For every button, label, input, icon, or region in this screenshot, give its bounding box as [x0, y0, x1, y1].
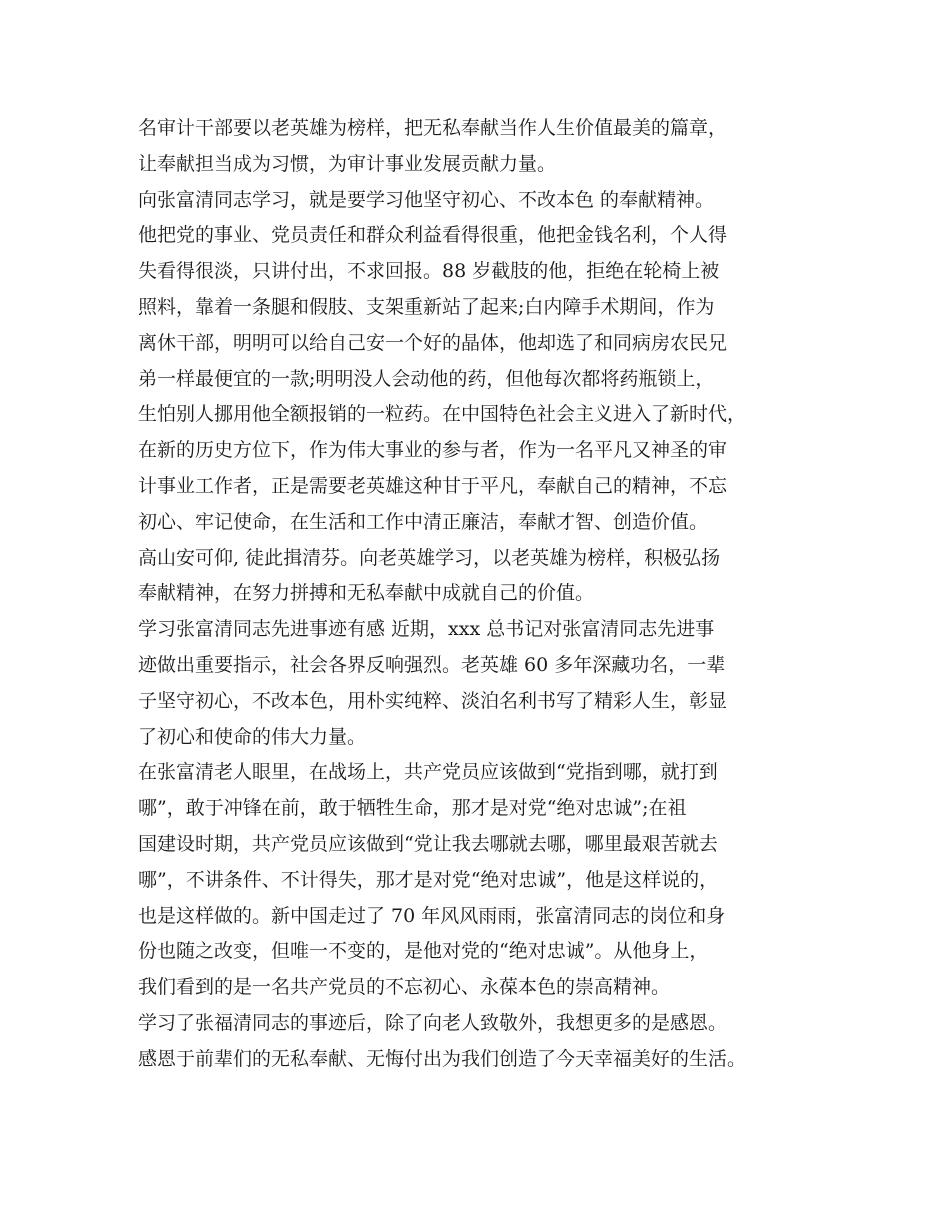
text-line: 照料，靠着一条腿和假肢、支架重新站了起来;白内障手术期间，作为: [138, 295, 715, 318]
text-line: 感恩于前辈们的无私奉献、无悔付出为我们创造了今天幸福美好的生活。: [138, 1047, 747, 1070]
text-line: 也是这样做的。新中国走过了 70 年风风雨雨，张富清同志的岗位和身: [138, 904, 726, 927]
document-body: [138, 111, 838, 1078]
text-line: 国建设时期，共产党员应该做到“党让我去哪就去哪，哪里最艰苦就去: [138, 832, 718, 855]
text-line: 他把党的事业、党员责任和群众利益看得很重，他把金钱名利，个人得: [138, 224, 728, 247]
text-line: 名审计干部要以老英雄为榜样，把无私奉献当作人生价值最美的篇章，: [138, 117, 728, 139]
text-line: 失看得很淡，只讲付出，不求回报。88 岁截肢的他，拒绝在轮椅上被: [138, 260, 720, 283]
text-line: 了初心和使命的伟大力量。: [138, 725, 367, 748]
text-line: 计事业工作者，正是需要老英雄这种甘于平凡，奉献自己的精神，不忘: [138, 474, 728, 497]
text-line: 哪”，敢于冲锋在前，敢于牺牲生命，那才是对党“绝对忠诚”;在祖: [138, 797, 687, 820]
text-line: 子坚守初心，不改本色，用朴实纯粹、淡泊名利书写了精彩人生，彰显: [138, 689, 728, 712]
text-line: 让奉献担当成为习惯，为审计事业发展贡献力量。: [138, 152, 557, 175]
text-line: 在新的历史方位下，作为伟大事业的参与者，作为一名平凡又神圣的审: [138, 439, 728, 462]
text-line: 迹做出重要指示，社会各界反响强烈。老英雄 60 多年深藏功名，一辈: [138, 653, 726, 676]
text-line: 离休干部，明明可以给自己安一个好的晶体，他却选了和同病房农民兄: [138, 331, 728, 354]
text-line: 高山安可仰, 徒此揖清芬。向老英雄学习，以老英雄为榜样，积极弘扬: [138, 546, 721, 569]
text-line: 学习了张福清同志的事迹后，除了向老人致敬外，我想更多的是感恩。: [138, 1011, 728, 1034]
text-line: 初心、牢记使命，在生活和工作中清正廉洁，奉献才智、创造价值。: [138, 510, 709, 533]
text-line: 在张富清老人眼里，在战场上，共产党员应该做到“党指到哪，就打到: [138, 761, 718, 784]
text-line: 奉献精神，在努力拼搏和无私奉献中成就自己的价值。: [138, 582, 595, 605]
text-line: 生怕别人挪用他全额报销的一粒药。在中国特色社会主义进入了新时代，: [138, 403, 747, 426]
text-line: 我们看到的是一名共产党员的不忘初心、永葆本色的崇高精神。: [138, 976, 671, 999]
text-line: 学习张富清同志先进事迹有感 近期，xxx 总书记对张富清同志先进事: [138, 618, 715, 641]
text-line: 向张富清同志学习，就是要学习他坚守初心、不改本色 的奉献精神。: [138, 188, 715, 211]
text-line: 哪”，不讲条件、不计得失，那才是对党“绝对忠诚”，他是这样说的，: [138, 868, 719, 891]
text-line: 份也随之改变，但唯一不变的，是他对党的“绝对忠诚”。从他身上，: [138, 940, 709, 963]
text-line: 弟一样最便宜的一款;明明没人会动他的药，但他每次都将药瓶锁上，: [138, 367, 715, 390]
